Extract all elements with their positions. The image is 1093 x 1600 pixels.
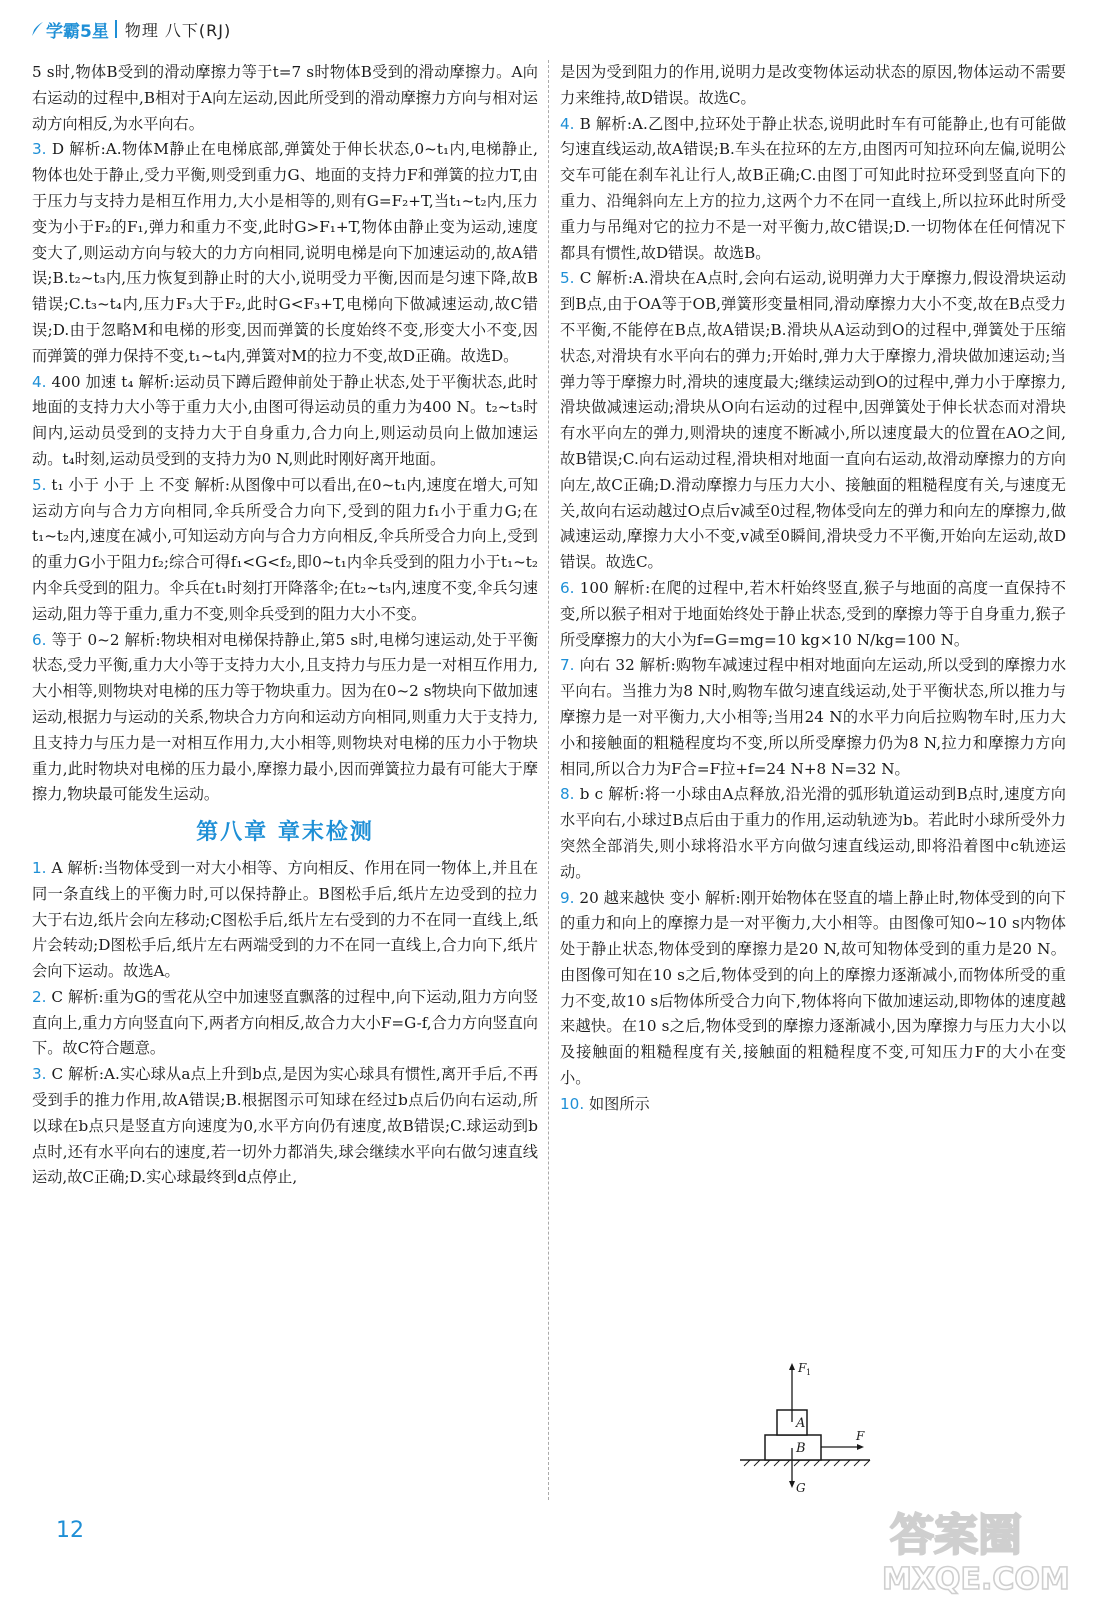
brand-name: 学霸5星 bbox=[46, 21, 109, 42]
watermark-line1: 答案圈 bbox=[890, 1510, 1022, 1561]
item-number: 7. bbox=[560, 656, 575, 675]
continued-text: 是因为受到阻力的作用,说明力是改变物体运动状态的原因,物体运动不需要力来维持,故D错误。故选C。 bbox=[560, 63, 1066, 107]
answer-item bbox=[560, 782, 1066, 885]
item-number: 4. bbox=[32, 372, 47, 391]
chapter-heading: 第八章 章末检测 bbox=[196, 819, 374, 846]
item-number: 8. bbox=[560, 785, 575, 804]
arrowhead-f bbox=[857, 1444, 864, 1450]
answer-item bbox=[560, 266, 1066, 576]
item-text: 向右 32 解析:购物车减速过程中相对地面向左运动,所以受到的摩擦力水平向右。当推力为8 N时,购物车做匀速直线运动,处于平衡状态,所以推力与摩擦力是一对平衡力,大小相等;当用24 N的水平力向后拉购物车时,压力大小和接触面的粗糙程度均不变,所以所受摩擦力仍为8 N,拉力和摩擦力方向相同,所以合力为F合=F拉+f=24 N+8 N=32 N。 bbox=[560, 656, 1067, 778]
answer-item bbox=[560, 653, 1066, 782]
page-number: 12 bbox=[56, 1518, 84, 1543]
item-number: 5. bbox=[560, 269, 575, 288]
left-column bbox=[32, 60, 538, 1191]
brand-logo bbox=[30, 17, 125, 42]
answer-item bbox=[560, 112, 1066, 267]
column-divider bbox=[548, 60, 549, 1500]
item-text: C 解析:重为G的雪花从空中加速竖直飘落的过程中,向下运动,阻力方向竖直向上,重力方向竖直向下,两者方向相反,故合力大小F=G-f,合力方向竖直向下。故C符合题意。 bbox=[32, 987, 539, 1058]
item-number: 1. bbox=[32, 858, 47, 877]
logo-swoosh-icon bbox=[30, 20, 44, 38]
label-a: A bbox=[796, 1416, 806, 1431]
label-f: F bbox=[856, 1429, 865, 1443]
ground-hatching bbox=[744, 1460, 870, 1466]
arrowhead-g bbox=[789, 1481, 795, 1488]
item-text: C 解析:A.实心球从a点上升到b点,是因为实心球具有惯性,离开手后,不再受到手的推力作用,故A错误;B.根据图示可知球在经过b点后仍向右运动,所以球在b点只是竖直方向速度为0,水平方向仍有速度,故B错误;C.球运动到b点时,还有水平向右的速度,若一切外力都消失,球会继续水平向右做匀速直线运动,故C正确;D.实心球最终到d点停止, bbox=[32, 1065, 539, 1187]
item-text: 如图所示 bbox=[588, 1094, 650, 1113]
subject-label: 物理 八下(RJ) bbox=[124, 20, 232, 40]
item-number: 6. bbox=[32, 630, 47, 649]
item-number: 5. bbox=[32, 475, 47, 494]
label-b: B bbox=[796, 1441, 806, 1456]
item-text: A 解析:当物体受到一对大小相等、方向相反、作用在同一物体上,并且在同一条直线上的平衡力时,可以保持静止。B图松手后,纸片左边受到的拉力大于右边,纸片会向左移动;C图松手后,纸片左右受到的力不在同一直线上,纸片会转动;D图松手后,纸片左右两端受到的力不在同一直线上,合力向下,纸片会向下运动。故选A。 bbox=[32, 858, 539, 981]
item-text: 400 加速 t₄ 解析:运动员下蹲后蹬伸前处于静止状态,处于平衡状态,此时地面的支持力大小等于重力大小,由图可得运动员的重力为400 N。t₂~t₃时间内,运动员受到的支持力大于自身重力,合力向上,则运动员向上做加速运动。t₄时刻,运动员受到的支持力为0 N,则此时刚好离开地面。 bbox=[32, 372, 538, 468]
item-text: B 解析:A.乙图中,拉环处于静止状态,说明此时车有可能静止,也有可能做匀速直线运动,故A错误;B.车头在拉环的左方,由图丙可知拉环向左偏,说明公交车可能在刹车礼让行人,故B正确;C.由图丁可知此时拉环受到竖直向下的重力、沿绳斜向左上方的拉力,这两个力不在同一直线上,所以拉环此时所受重力与吊绳对它的拉力不是一对平衡力,故C错误;D.一切物体在任何情况下都具有惯性,故D错误。故选B。 bbox=[560, 114, 1067, 262]
answer-item bbox=[32, 985, 538, 1062]
block-b bbox=[765, 1435, 821, 1460]
answer-item bbox=[32, 370, 538, 473]
item-text: t₁ 小于 小于 上 不变 解析:从图像中可以看出,在0~t₁内,速度在增大,可知运动方向与合力方向相同,伞兵所受合力向下,受到的阻力f₁小于重力G;在t₁~t₂内,速度在减小,可知运动方向与合力方向相反,伞兵所受合力向上,受到的重力G小于阻力f₂;综合可得f₁<G<f₂,即0~t₁内伞兵受到的阻力小于t₁~t₂内伞兵受到的阻力。伞兵在t₁时刻打开降落伞;在t₂~t₃内,速度不变,伞兵匀速运动,阻力等于重力,重力不变,则伞兵受到的阻力大小不变。 bbox=[32, 475, 539, 623]
answer-item bbox=[560, 576, 1066, 653]
item-number: 3. bbox=[32, 140, 47, 159]
answer-item bbox=[560, 1092, 1066, 1118]
label-fn-sub: 1 bbox=[806, 1368, 812, 1377]
item-number: 9. bbox=[560, 888, 575, 907]
watermark-logo bbox=[870, 1495, 1080, 1595]
label-fn: F bbox=[798, 1361, 807, 1375]
label-g: G bbox=[796, 1481, 806, 1495]
item-text: 100 解析:在爬的过程中,若木杆始终竖直,猴子与地面的高度一直保持不变,所以猴子相对于地面始终处于静止状态,受到的摩擦力等于自身重力,猴子所受摩擦力的大小为f=G=mg=10 kg×10 N/kg=100 N。 bbox=[560, 578, 1066, 649]
page-header bbox=[30, 14, 231, 44]
item-text: b c 解析:将一小球由A点释放,沿光滑的弧形轨道运动到B点时,速度方向水平向右,小球过B点后由于重力的作用,运动轨迹为b。若此时小球所受外力突然全部消失,则小球将沿水平方向做匀速直线运动,即将沿着图中c轨迹运动。 bbox=[560, 785, 1066, 881]
watermark-line2: MXQE.COM bbox=[882, 1562, 1070, 1595]
item-number: 3. bbox=[32, 1065, 47, 1084]
force-diagram bbox=[730, 1360, 880, 1500]
answer-item bbox=[560, 886, 1066, 1092]
item-number: 2. bbox=[32, 987, 47, 1006]
item-number: 4. bbox=[560, 114, 575, 133]
item-number: 10. bbox=[560, 1094, 585, 1113]
right-column bbox=[560, 60, 1066, 1118]
answer-item bbox=[32, 137, 538, 369]
answer-item bbox=[32, 473, 538, 628]
item-number: 6. bbox=[560, 578, 575, 597]
answer-item bbox=[32, 628, 538, 809]
continued-text: 5 s时,物体B受到的滑动摩擦力等于t=7 s时物体B受到的滑动摩擦力。A向右运动的过程中,B相对于A向左运动,因此所受到的滑动摩擦力方向与相对运动方向相反,为水平向右。 bbox=[32, 63, 538, 133]
item-text: D 解析:A.物体M静止在电梯底部,弹簧处于伸长状态,0~t₁内,电梯静止,物体也处于静止,受力平衡,则受到重力G、地面的支持力F和弹簧的拉力T,由于压力与支持力是相互作用力,大小是相等的,则有G=F₂+T,当t₁~t₂内,压力变为小于F₂的F₁,弹力和重力不变,此时G>F₁+T,物体由静止变为运动,速度变大了,则运动方向与较大的力方向相同,说明电梯是向下加速运动的,故A错误;B.t₂~t₃内,压力恢复到静止时的大小,说明受力平衡,因而是匀速下降,故B错误;C.t₃~t₄内,压力F₃大于F₂,此时G<F₃+T,电梯向下做减速运动,故C错误;D.由于忽略M和电梯的形变,因而弹簧的长度始终不变,形变大小不变,因而弹簧的弹力保持不变,t₁~t₄内,弹簧对M的拉力不变,故D正确。故选D。 bbox=[32, 140, 539, 365]
item-text: 20 越来越快 变小 解析:刚开始物体在竖直的墙上静止时,物体受到的向下的重力和向上的摩擦力是一对平衡力,大小相等。由图像可知0~10 s内物体处于静止状态,物体受到的摩擦力是20 N,故可知物体受到的重力是20 N。由图像可知在10 s之后,物体受到的向上的摩擦力逐渐减小,而物体所受的重力不变,故10 s后物体所受合力向下,物体将向下做加速运动,即物体的速度越来越快。在10 s之后,物体受到的摩擦力逐渐减小,因为摩擦力与压力大小以及接触面的粗糙程度有关,接触面的粗糙程度不变,可知压力F的大小在变小。 bbox=[560, 888, 1066, 1088]
answer-item bbox=[32, 1062, 538, 1191]
arrowhead-fn bbox=[789, 1363, 795, 1370]
answer-item bbox=[32, 856, 538, 985]
header-divider bbox=[115, 20, 117, 38]
item-text: 等于 0~2 解析:物块相对电梯保持静止,第5 s时,电梯匀速运动,处于平衡状态,受力平衡,重力大小等于支持力大小,且支持力与压力是一对相互作用力,大小相等,则物块对电梯的压力等于物块重力。因为在0~2 s物块向下做加速运动,根据力与运动的关系,物块合力方向和运动方向相同,则重力大于支持力,且支持力与压力是一对相互作用力,大小相等,则物块对电梯的压力小于物块重力,此时物块对电梯的压力最小,摩擦力最小,因而弹簧拉力最有可能大于摩擦力,物块最可能发生运动。 bbox=[32, 630, 539, 804]
item-text: C 解析:A.滑块在A点时,会向右运动,说明弹力大于摩擦力,假设滑块运动到B点,由于OA等于OB,弹簧形变量相同,滑动摩擦力大小不变,故在B点受力不平衡,不能停在B点,故A错误;B.滑块从A运动到O的过程中,弹簧处于压缩状态,对滑块有水平向右的弹力;开始时,弹力大于摩擦力,滑块做加速运动;当弹力等于摩擦力时,滑块的速度最大;继续运动到O的过程中,弹力小于摩擦力,滑块做减速运动;滑块从O向右运动的过程中,因弹簧处于伸长状态而对滑块有水平向左的弹力,则滑块的速度不断减小,所以速度最大的位置在AO之间,故B错误;C.向右运动过程,滑块相对地面一直向右运动,故滑动摩擦力的方向向左,故C正确;D.滑动摩擦力与压力大小、接触面的粗糙程度有关,与速度无关,故向右运动越过O点后v减至0过程,物体受向左的弹力和向左的摩擦力,做减速运动,摩擦力大小不变,v减至0瞬间,滑块受力不平衡,开始向左运动,故D错误。故选C。 bbox=[560, 269, 1067, 572]
